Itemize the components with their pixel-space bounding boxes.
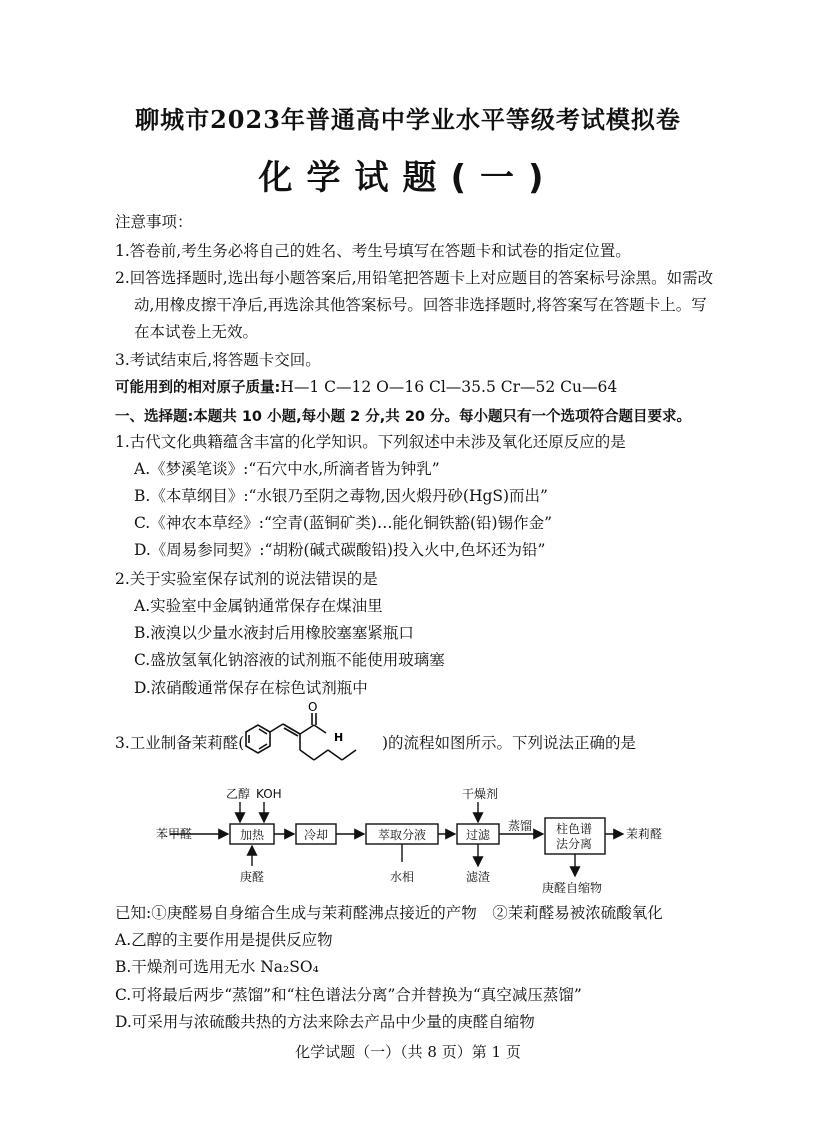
flow-label-start: 苯甲醛 [156,827,193,841]
q3-known: 已知:①庚醛易自身缩合生成与茉莉醛沸点接近的产物 ②茉莉醛易被浓硫酸氧化 [115,904,663,922]
q1-option-b: B.《本草纲目》:“水银乃至阴之毒物,因火煅丹砂(HgS)而出” [134,487,548,505]
flow-label-byproduct: 庚醛自缩物 [542,881,603,895]
flow-label-chrom-1: 柱色谱 [556,822,593,836]
q2-option-b: B.液溴以少量水液封后用橡胶塞塞紧瓶口 [134,624,414,642]
q3-stem-end: )的流程如图所示。下列说法正确的是 [382,734,637,752]
atomic-masses-values: H—1 C—12 O—16 Cl—35.5 Cr—52 Cu—64 [280,378,618,396]
flow-label-reagent2: KOH [256,787,282,801]
flow-label-cool: 冷却 [304,828,329,842]
flow-label-filter: 过滤 [466,828,491,842]
flow-label-aqueous: 水相 [390,870,415,884]
q3-option-a: A.乙醇的主要作用是提供反应物 [115,931,333,949]
notice-line: 2.回答选择题时,选出每小题答案后,用铅笔把答题卡上对应题目的答案标号涂黑。如需改 [115,269,714,287]
flow-label-reagent-bottom: 庚醛 [240,870,265,884]
exam-title: 聊城市2023年普通高中学业水平等级考试模拟卷 [135,105,681,134]
notice-line: 动,用橡皮擦干净后,再选涂其他答案标号。回答非选择题时,将答案写在答题卡上。写 [134,296,707,314]
notice-line: 1.答卷前,考生务必将自己的姓名、考生号填写在答题卡和试卷的指定位置。 [115,242,631,260]
q2-option-a: A.实验室中金属钠通常保存在煤油里 [134,597,383,615]
flow-label-chrom-2: 法分离 [556,837,593,851]
flow-label-reagent1: 乙醇 [226,787,251,801]
q3-option-b: B.干燥剂可选用无水 Na₂SO₄ [115,958,319,976]
process-flowchart [156,780,690,900]
jasminaldehyde-structure [238,700,388,782]
page-footer: 化学试题（一）（共 8 页）第 1 页 [295,1043,521,1061]
flow-label-product: 茉莉醛 [626,827,663,841]
notice-heading: 注意事项： [115,213,193,231]
flow-label-extract: 萃取分液 [378,828,427,842]
flow-label-dry: 干燥剂 [462,787,499,801]
q3-stem-start: 3.工业制备茉莉醛( [115,734,245,752]
q1-option-a: A.《梦溪笔谈》:“石穴中水,所滴者皆为钟乳” [134,460,440,478]
exam-subtitle: 化学试题(一) [258,158,558,198]
structure-hydrogen-label: H [334,731,344,744]
section-heading: 一、选择题:本题共 10 小题,每小题 2 分,共 20 分。每小题只有一个选项符合题目要求。 [115,409,692,425]
flow-label-residue: 滤渣 [466,870,491,884]
q3-option-c: C.可将最后两步“蒸馏”和“柱色谱法分离”合并替换为“真空减压蒸馏” [115,986,582,1004]
notice-line: 在本试卷上无效。 [134,323,259,341]
q2-option-d: D.浓硝酸通常保存在棕色试剂瓶中 [134,679,368,697]
q1-stem: 1.古代文化典籍蕴含丰富的化学知识。下列叙述中未涉及氧化还原反应的是 [115,433,626,451]
flow-label-distill: 蒸馏 [508,819,533,833]
q1-option-c: C.《神农本草经》:“空青(蓝铜矿类)…能化铜铁豁(铅)锡作金” [134,514,552,532]
flow-label-heat: 加热 [240,828,265,842]
q3-option-d: D.可采用与浓硫酸共热的方法来除去产品中少量的庚醛自缩物 [115,1013,535,1031]
atomic-masses-label: 可能用到的相对原子质量: [115,380,281,396]
structure-oxygen-label: O [308,700,318,714]
atomic-masses [115,377,617,398]
q2-option-c: C.盛放氢氧化钠溶液的试剂瓶不能使用玻璃塞 [134,651,445,669]
q2-stem: 2.关于实验室保存试剂的说法错误的是 [115,570,378,588]
notice-line: 3.考试结束后,将答题卡交回。 [115,351,321,369]
q1-option-d: D.《周易参同契》:“胡粉(碱式碳酸铅)投入火中,色坏还为铅” [134,541,546,559]
